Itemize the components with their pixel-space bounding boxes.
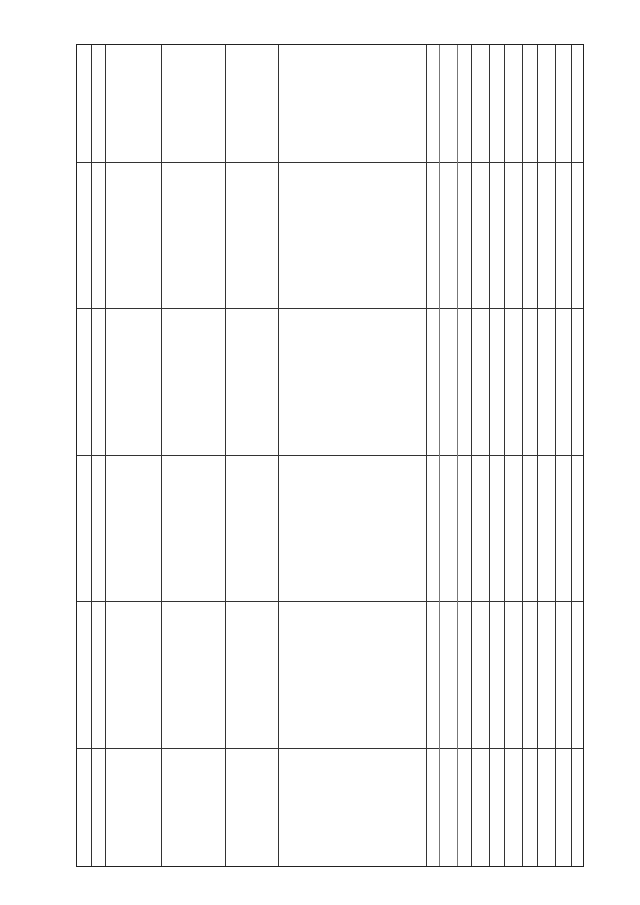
table-cell — [109, 461, 157, 597]
table-cell — [441, 607, 456, 744]
table-cell — [557, 643, 569, 703]
table-cell — [93, 607, 103, 744]
table-cell — [491, 75, 503, 135]
column-divider — [522, 45, 523, 866]
table-cell — [79, 461, 89, 597]
table-cell — [524, 643, 536, 703]
table-cell — [79, 607, 89, 744]
table-cell — [229, 168, 274, 304]
column-divider — [471, 45, 472, 866]
table-cell — [491, 351, 503, 411]
column-divider — [105, 45, 106, 866]
table-cell — [539, 643, 553, 703]
table-cell — [557, 205, 569, 265]
row-divider — [77, 601, 583, 602]
table-cell — [506, 497, 520, 557]
table-cell — [557, 75, 569, 135]
table-cell — [93, 168, 103, 304]
table-cell — [427, 168, 439, 304]
table-cell — [458, 314, 470, 451]
table-cell — [458, 461, 470, 597]
column-divider — [161, 45, 162, 866]
column-divider — [439, 45, 440, 866]
table-cell — [524, 75, 536, 135]
table-cell — [109, 51, 157, 159]
table-cell — [281, 51, 423, 159]
table-cell — [491, 205, 503, 265]
table-cell — [109, 607, 157, 744]
table-cell — [427, 314, 439, 451]
table-cell — [458, 51, 470, 159]
table-cell — [427, 51, 439, 159]
table-cell — [539, 75, 553, 135]
table-cell — [441, 51, 456, 159]
table-cell — [165, 168, 221, 304]
table-cell — [573, 75, 583, 135]
table-cell — [281, 168, 423, 304]
table-cell — [539, 497, 553, 557]
table-cell — [79, 168, 89, 304]
table-cell — [473, 497, 487, 557]
table-cell — [165, 51, 221, 159]
row-divider — [77, 455, 583, 456]
table-cell — [165, 461, 221, 597]
table-cell — [557, 351, 569, 411]
table-cell — [441, 461, 456, 597]
table-cell — [441, 314, 456, 451]
column-divider — [571, 45, 572, 866]
table-cell — [573, 351, 583, 411]
table-cell — [473, 351, 487, 411]
table-cell — [524, 351, 536, 411]
table-cell — [109, 168, 157, 304]
table-cell — [473, 75, 487, 135]
table-cell — [79, 314, 89, 451]
column-divider — [278, 45, 279, 866]
table-cell — [281, 461, 423, 597]
table-cell — [109, 314, 157, 451]
column-divider — [504, 45, 505, 866]
table-cell — [229, 461, 274, 597]
table-cell — [229, 51, 274, 159]
table-cell — [427, 461, 439, 597]
table-cell — [93, 461, 103, 597]
column-divider — [537, 45, 538, 866]
table-cell — [473, 205, 487, 265]
table-cell — [524, 497, 536, 557]
table-cell — [557, 497, 569, 557]
data-table — [76, 44, 584, 867]
table-cell — [573, 205, 583, 265]
column-divider — [489, 45, 490, 866]
table-cell — [506, 75, 520, 135]
table-cell — [473, 643, 487, 703]
row-divider — [77, 748, 583, 749]
table-cell — [491, 643, 503, 703]
table-cell — [573, 497, 583, 557]
table-cell — [93, 51, 103, 159]
table-cell — [427, 607, 439, 744]
table-cell — [229, 314, 274, 451]
table-cell — [506, 643, 520, 703]
table-cell — [506, 205, 520, 265]
table-cell — [524, 205, 536, 265]
table-cell — [539, 205, 553, 265]
table-cell — [539, 351, 553, 411]
column-divider — [555, 45, 556, 866]
column-divider — [91, 45, 92, 866]
table-cell — [506, 351, 520, 411]
row-divider — [77, 162, 583, 163]
table-cell — [573, 643, 583, 703]
table-cell — [165, 314, 221, 451]
table-cell — [491, 497, 503, 557]
row-divider — [77, 308, 583, 309]
table-cell — [458, 168, 470, 304]
table-cell — [458, 607, 470, 744]
table-cell — [281, 607, 423, 744]
table-cell — [441, 168, 456, 304]
table-cell — [93, 314, 103, 451]
table-cell — [229, 607, 274, 744]
table-cell — [165, 607, 221, 744]
table-cell — [281, 314, 423, 451]
column-divider — [225, 45, 226, 866]
table-cell — [79, 51, 89, 159]
